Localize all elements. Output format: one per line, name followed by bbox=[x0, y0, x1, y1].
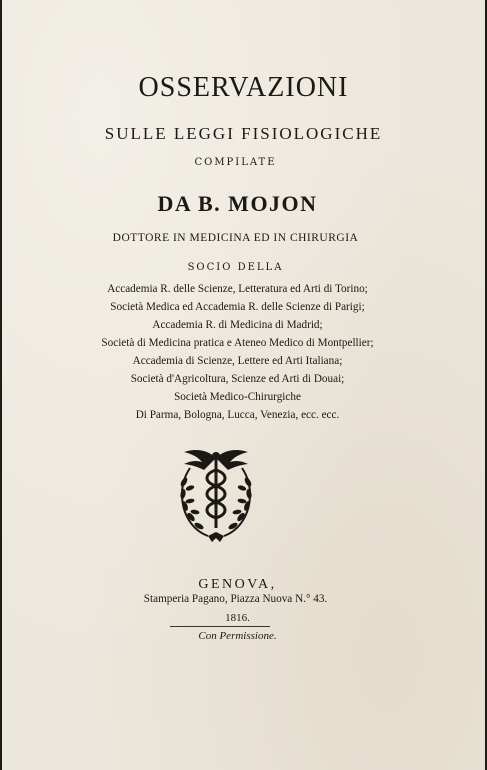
affiliation-line: Società di Medicina pratica e Ateneo Medico di Montpellier; bbox=[101, 337, 374, 349]
affiliation-line: Accademia R. di Medicina di Madrid; bbox=[152, 319, 323, 331]
affiliation-line: Società d'Agricoltura, Scienze ed Arti di Douai; bbox=[130, 373, 345, 385]
affiliation-line: Di Parma, Bologna, Lucca, Venezia, ecc. ecc. bbox=[135, 409, 340, 421]
title-page bbox=[2, 0, 485, 770]
compilate-label: COMPILATE bbox=[194, 157, 277, 168]
affiliation-line: Società Medica ed Accademia R. delle Scienze di Parigi; bbox=[110, 301, 365, 313]
imprint-printer: Stamperia Pagano, Piazza Nuova N.° 43. bbox=[143, 593, 328, 605]
imprint-permission: Con Permissione. bbox=[198, 630, 277, 642]
imprint-city: GENOVA, bbox=[198, 577, 277, 592]
socio-label: SOCIO DELLA bbox=[187, 262, 284, 273]
author-title: DOTTORE IN MEDICINA ED IN CHIRURGIA bbox=[112, 232, 359, 244]
affiliation-line: Società Medico-Chirurgiche bbox=[174, 391, 301, 403]
imprint-year: 1816. bbox=[225, 612, 250, 624]
divider-rule bbox=[170, 626, 270, 627]
affiliation-line: Accademia R. delle Scienze, Letteratura ed Arti di Torino; bbox=[107, 283, 368, 295]
caduceus-emblem-icon bbox=[174, 444, 258, 544]
affiliation-line: Accademia di Scienze, Lettere ed Arti Italiana; bbox=[132, 355, 343, 367]
book-subtitle: SULLE LEGGI FISIOLOGICHE bbox=[104, 124, 383, 143]
author-name: DA B. MOJON bbox=[157, 191, 318, 216]
book-title: OSSERVAZIONI bbox=[138, 72, 349, 103]
